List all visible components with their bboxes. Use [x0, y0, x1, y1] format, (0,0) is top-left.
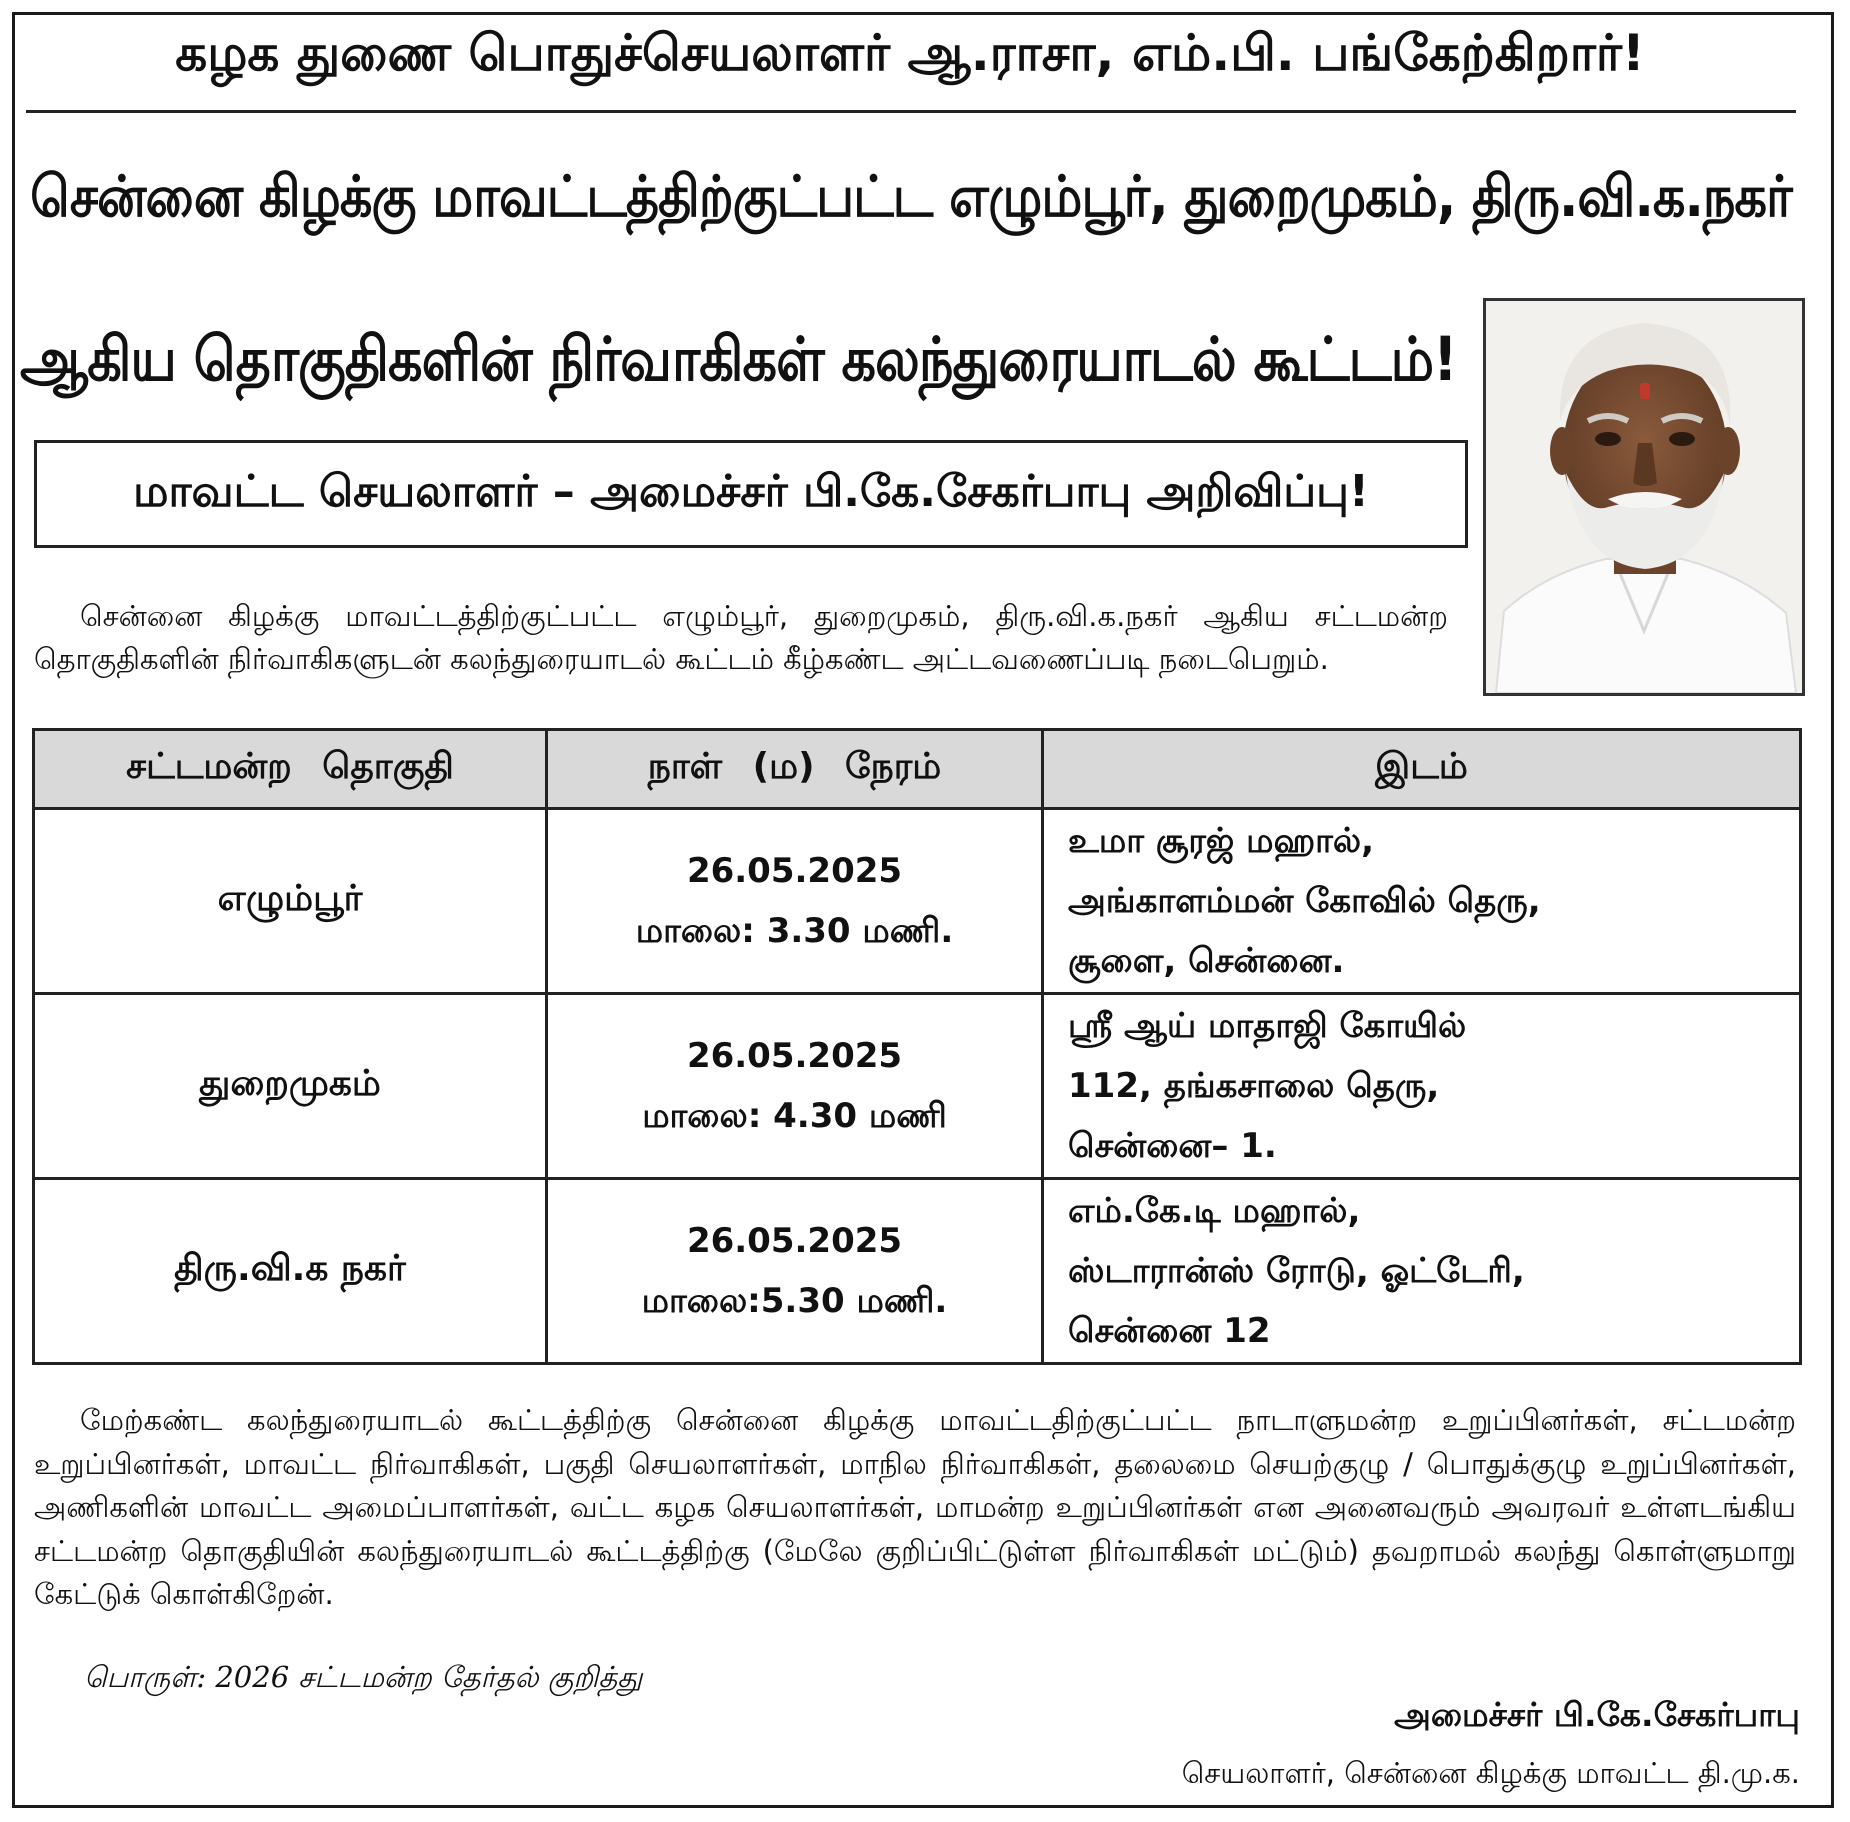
venue-cell: [1043, 994, 1801, 1179]
headline-line-1: சென்னை கிழக்கு மாவட்டத்திற்குட்பட்ட எழும்பூர், துறைமுகம், திரு.வி.க.நகர்: [30, 164, 1792, 231]
venue-cell: [1043, 809, 1801, 994]
venue-line: ஸ்டாரான்ஸ் ரோடு, ஓட்டேரி,: [1068, 1251, 1525, 1291]
venue-line: 112, தங்கசாலை தெரு,: [1068, 1066, 1440, 1106]
venue-line: எம்.கே.டி மஹால்,: [1068, 1191, 1361, 1231]
portrait-photo: [1483, 298, 1805, 696]
date-text: 26.05.2025: [686, 851, 903, 891]
table-row: [34, 809, 1801, 994]
portrait-illustration: [1486, 301, 1802, 693]
announcement-text: மாவட்ட செயலாளர் – அமைச்சர் பி.கே.சேகர்பாபு அறிவிப்பு!: [133, 465, 1369, 517]
time-text: மாலை:5.30 மணி.: [641, 1281, 948, 1321]
header-venue: இடம்: [1043, 730, 1801, 809]
time-text: மாலை: 4.30 மணி: [642, 1096, 947, 1136]
date-time-cell: [547, 809, 1043, 994]
table-row: [34, 1179, 1801, 1364]
header-date-time: நாள் (ம) நேரம்: [547, 730, 1043, 809]
date-time-cell: [547, 994, 1043, 1179]
date-time-cell: [547, 1179, 1043, 1364]
body-paragraph: மேற்கண்ட கலந்துரையாடல் கூட்டத்திற்கு சென்னை கிழக்கு மாவட்டதிற்குட்பட்ட நாடாளுமன்ற உறுப்பினர்கள், சட்டமன்ற உறுப்பினர்கள், மாவட்ட நிர்வாகிகள், பகுதி செயலாளர்கள், மாநில நிர்வாகிகள், தலைமை செயற்குழு / பொதுக்குழு உறுப்பினர்கள், அணிகளின் மாவட்ட அமைப்பாளர்கள், வட்ட கழக செயலாளர்கள், மாமன்ற உறுப்பினர்கள் என அனைவரும் அவரவர் உள்ளடங்கிய சட்டமன்ற தொகுதியின் கலந்துரையாடல் கூட்டத்திற்கு (மேலே குறிப்பிட்டுள்ள நிர்வாகிகள் மட்டும்) தவறாமல் கலந்து கொள்ளுமாறு கேட்டுக் கொள்கிறேன்.: [34, 1403, 1796, 1611]
venue-line: சென்னை 12: [1068, 1311, 1271, 1351]
subject-line: பொருள்: 2026 சட்டமன்ற தேர்தல் குறித்து: [84, 1660, 643, 1694]
venue-line: சென்னை– 1.: [1068, 1126, 1277, 1166]
table-header-row: [34, 730, 1801, 809]
signature-name: அமைச்சர் பி.கே.சேகர்பாபு: [1394, 1695, 1800, 1734]
top-banner-line: கழக துணை பொதுச்செயலாளர் ஆ.ராசா, எம்.பி. பங்கேற்கிறார்!: [175, 24, 1645, 82]
divider-rule: [26, 110, 1796, 113]
date-text: 26.05.2025: [686, 1036, 903, 1076]
venue-line: ஸ்ரீ ஆய் மாதாஜி கோயில்: [1068, 1006, 1467, 1046]
venue-line: அங்காளம்மன் கோவில் தெரு,: [1068, 881, 1541, 921]
constituency-cell: துறைமுகம்: [34, 994, 547, 1179]
constituency-cell: திரு.வி.க நகர்: [34, 1179, 547, 1364]
intro-paragraph: சென்னை கிழக்கு மாவட்டத்திற்குட்பட்ட எழும்பூர், துறைமுகம், திரு.வி.க.நகர் ஆகிய சட்டமன்ற தொகுதிகளின் நிர்வாகிகளுடன் கலந்துரையாடல் கூட்டம் கீழ்கண்ட அட்டவணைப்படி நடைபெறும்.: [34, 599, 1448, 676]
table-row: [34, 994, 1801, 1179]
venue-line: சூளை, சென்னை.: [1068, 941, 1345, 981]
schedule-table: [32, 728, 1802, 1365]
constituency-cell: எழும்பூர்: [34, 809, 547, 994]
venue-line: உமா சூரஜ் மஹால்,: [1068, 821, 1375, 861]
header-constituency: சட்டமன்ற தொகுதி: [34, 730, 547, 809]
venue-cell: [1043, 1179, 1801, 1364]
headline-line-2: ஆகிய தொகுதிகளின் நிர்வாகிகள் கலந்துரையாடல் கூட்டம்!: [20, 324, 1457, 395]
announcement-box: [34, 440, 1468, 548]
signature-role: செயலாளர், சென்னை கிழக்கு மாவட்ட தி.மு.க.: [1181, 1756, 1800, 1790]
date-text: 26.05.2025: [686, 1221, 903, 1261]
time-text: மாலை: 3.30 மணி.: [635, 911, 954, 951]
